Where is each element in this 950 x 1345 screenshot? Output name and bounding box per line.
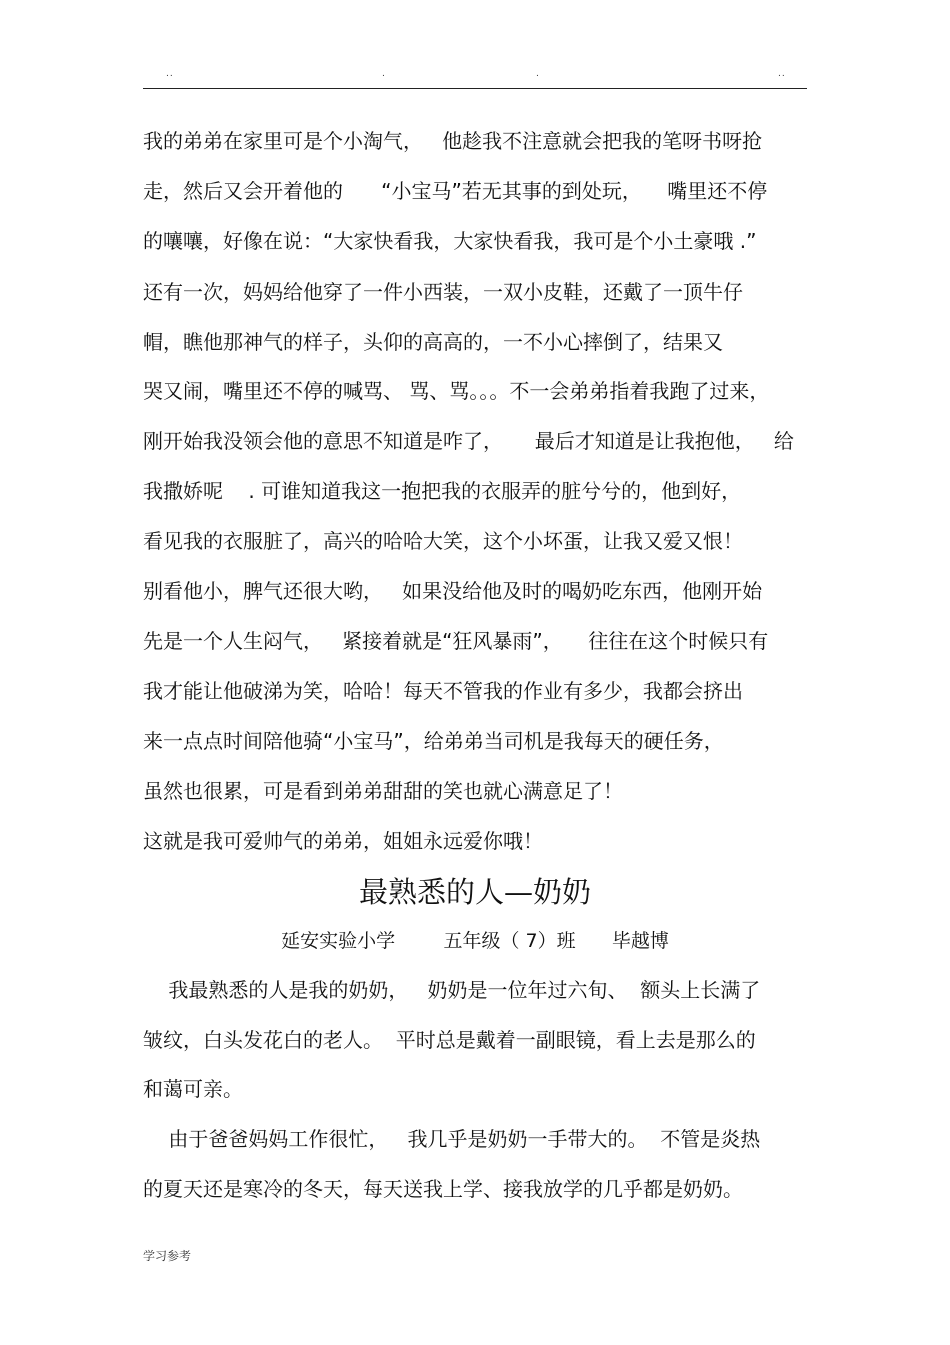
header-mark: ..: [778, 69, 786, 79]
header-mark: ..: [166, 69, 174, 79]
text-line: 我撒娇呢 . 可谁知道我这一抱把我的衣服弄的脏兮兮的，他到好，: [143, 479, 742, 503]
text-line: 我的弟弟在家里可是个小淘气， 他趁我不注意就会把我的笔呀书呀抢: [143, 129, 763, 153]
text-line: 走，然后又会开着他的 “小宝马”若无其事的到处玩， 嘴里还不停: [143, 179, 768, 203]
text-line: 还有一次，妈妈给他穿了一件小西装，一双小皮鞋，还戴了一顶牛仔: [143, 280, 743, 304]
text-line: 哭又闹，嘴里还不停的喊骂、 骂、骂。。。不一会弟弟指着我跑了过来，: [143, 379, 770, 403]
page-footer: 学习参考: [143, 1249, 192, 1263]
essay-line: 的夏天还是寒冷的冬天，每天送我上学、接我放学的几乎都是奶奶。: [143, 1177, 743, 1201]
text-line: 来一点点时间陪他骑“小宝马”，给弟弟当司机是我每天的硬任务，: [143, 729, 724, 753]
text-line: 的嚷嚷，好像在说：“大家快看我，大家快看我，我可是个小土豪哦 .”: [143, 229, 757, 253]
text-line: 别看他小，脾气还很大哟， 如果没给他及时的喝奶吃东西，他刚开始: [143, 579, 763, 603]
header-divider: [143, 88, 807, 89]
essay-line: 我最熟悉的人是我的奶奶， 奶奶是一位年过六旬、 额头上长满了: [143, 978, 761, 1002]
essay-line: 和蔼可亲。: [143, 1077, 243, 1101]
essay-byline: 延安实验小学 五年级（ 7）班 毕越博: [281, 930, 669, 952]
text-line: 这就是我可爱帅气的弟弟，姐姐永远爱你哦！: [143, 829, 543, 853]
essay-title: 最熟悉的人—奶奶: [358, 875, 591, 909]
page-header: [0, 70, 950, 84]
text-line: 刚开始我没领会他的意思不知道是咋了， 最后才知道是让我抱他， 给: [143, 429, 794, 453]
header-mark: .: [382, 69, 386, 79]
text-line: 先是一个人生闷气， 紧接着就是“狂风暴雨”， 往往在这个时候只有: [143, 629, 769, 653]
text-line: 看见我的衣服脏了，高兴的哈哈大笑，这个小坏蛋，让我又爱又恨！: [143, 529, 743, 553]
text-line: 我才能让他破涕为笑，哈哈！每天不管我的作业有多少，我都会挤出: [143, 679, 743, 703]
essay-line: 皱纹，白头发花白的老人。 平时总是戴着一副眼镜，看上去是那么的: [143, 1028, 756, 1052]
essay-line: 由于爸爸妈妈工作很忙， 我几乎是奶奶一手带大的。 不管是炎热: [143, 1127, 761, 1151]
header-mark: .: [536, 69, 540, 79]
text-line: 帽，瞧他那神气的样子，头仰的高高的，一不小心摔倒了，结果又: [143, 330, 723, 354]
text-line: 虽然也很累，可是看到弟弟甜甜的笑也就心满意足了！: [143, 779, 623, 803]
